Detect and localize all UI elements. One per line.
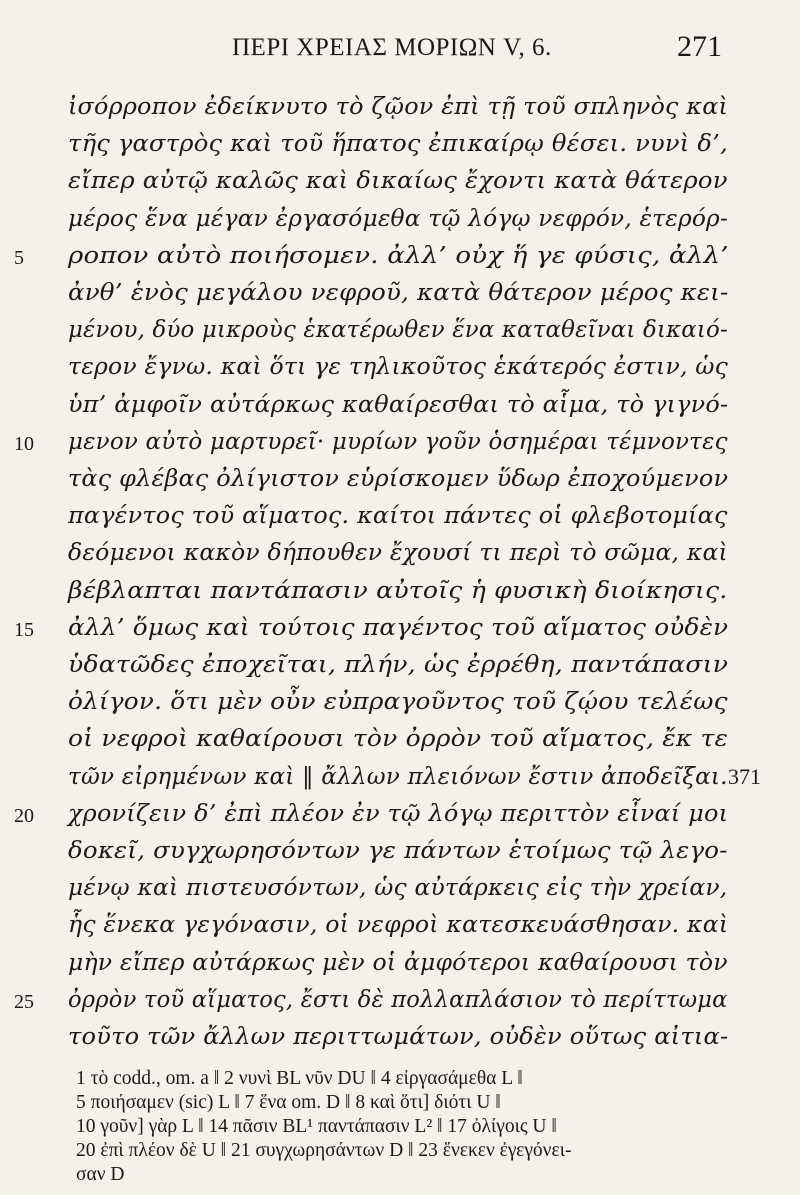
line-text: οἱ νεφροὶ καθαίρουσι τὸν ὀρρὸν τοῦ αἵματος, ἔκ τε <box>68 724 729 753</box>
text-line <box>0 348 800 388</box>
line-text: μέρος ἕνα μέγαν ἐργασόμεθα τῷ λόγῳ νεφρόν, ἑτερόρ- <box>68 203 729 232</box>
line-text: δοκεῖ, συγχωρησόντων γε πάντων ἑτοίμως τῷ λεγο- <box>68 836 728 864</box>
text-line <box>0 534 800 574</box>
footnote-line: σαν D <box>76 1164 125 1185</box>
line-text: ἀνθ’ ἑνὸς μεγάλου νεφροῦ, κατὰ θάτερον μέρος κει- <box>68 278 729 306</box>
line-text: ὀρρὸν τοῦ αἵματος, ἔστι δὲ πολλαπλάσιον τὸ περίττωμα <box>68 984 728 1013</box>
line-text: παγέντος τοῦ αἵματος. καίτοι πάντες οἱ φλεβοτομίας <box>68 501 728 530</box>
text-line <box>0 609 800 649</box>
page-number: 271 <box>677 30 722 63</box>
text-line <box>0 646 800 686</box>
line-number: 10 <box>14 432 34 455</box>
line-text: βέβλαπται παντάπασιν αὐτοῖς ἡ φυσικὴ διοίκησις. <box>68 575 728 604</box>
text-line <box>0 237 800 277</box>
footnote-line: 1 τὸ codd., om. a ‖ 2 νυνὶ BL νῦν DU ‖ 4 εἰργασάμεθα L ‖ <box>76 1068 523 1089</box>
line-number: 25 <box>14 990 34 1013</box>
line-text: ροπον αὐτὸ ποιήσομεν. ἀλλ’ οὐχ ἥ γε φύσις, ἀλλ’ <box>68 240 729 269</box>
line-text: τῶν εἰρημένων καὶ ‖ ἄλλων πλειόνων ἔστιν ἀποδεῖξαι. <box>68 761 728 790</box>
footnote-line: 20 ἐπὶ πλέον δὲ U ‖ 21 συγχωρησάντων D ‖ 23 ἕνεκεν ἐγεγόνει- <box>76 1140 572 1161</box>
text-line <box>0 200 800 240</box>
text-line <box>0 88 800 128</box>
line-text: ἰσόρροπον ἐδείκνυτο τὸ ζῷον ἐπὶ τῇ τοῦ σπληνὸς καὶ <box>68 92 729 120</box>
line-text: μένῳ καὶ πιστευσόντων, ὡς αὐτάρκεις εἰς τὴν χρείαν, <box>68 873 728 902</box>
text-line <box>0 869 800 909</box>
text-line <box>0 125 800 165</box>
line-number: 5 <box>14 246 24 269</box>
text-line <box>0 758 800 798</box>
line-text: μενον αὐτὸ μαρτυρεῖ· μυρίων γοῦν ὁσημέραι τέμνοντες <box>68 426 728 455</box>
line-text: εἴπερ αὐτῷ καλῶς καὶ δικαίως ἔχοντι κατὰ θάτερον <box>68 166 728 195</box>
text-line <box>0 1018 800 1058</box>
text-line <box>0 386 800 426</box>
text-line <box>0 460 800 500</box>
text-line <box>0 497 800 537</box>
line-text: τοῦτο τῶν ἄλλων περιττωμάτων, οὐδὲν οὕτως αἰτια- <box>68 1022 729 1050</box>
text-line <box>0 683 800 723</box>
text-line <box>0 795 800 835</box>
text-line <box>0 906 800 946</box>
line-text: δεόμενοι κακὸν δήπουθεν ἔχουσί τι περὶ τὸ σῶμα, καὶ <box>68 538 728 567</box>
line-text: μένου, δύο μικροὺς ἑκατέρωθεν ἕνα καταθεῖναι δικαιό- <box>68 315 728 344</box>
line-text: ἀλλ’ ὅμως καὶ τούτοις παγέντος τοῦ αἵματος οὐδὲν <box>68 612 729 641</box>
footnote-line: 10 γοῦν] γὰρ L ‖ 14 πᾶσιν BL¹ παντάπασιν L² ‖ 17 ὀλίγοις U ‖ <box>76 1116 557 1137</box>
line-number: 20 <box>14 804 34 827</box>
text-line <box>0 423 800 463</box>
line-text: χρονίζειν δ’ ἐπὶ πλέον ἐν τῷ λόγῳ περιττὸν εἶναί μοι <box>68 798 729 827</box>
line-text: ἧς ἕνεκα γεγόνασιν, οἱ νεφροὶ κατεσκευάσθησαν. καὶ <box>68 910 729 939</box>
running-title: ΠΕΡΙ ΧΡΕΙΑΣ ΜΟΡΙΩΝ V, 6. <box>232 34 552 61</box>
line-text: τῆς γαστρὸς καὶ τοῦ ἥπατος ἐπικαίρῳ θέσει. νυνὶ δ’, <box>68 129 728 158</box>
text-line <box>0 274 800 314</box>
text-line <box>0 572 800 612</box>
footnote-line: 5 ποιήσαμεν (sic) L ‖ 7 ἕνα om. D ‖ 8 καὶ ὅτι] διότι U ‖ <box>76 1092 501 1113</box>
text-line <box>0 944 800 984</box>
margin-page-reference: 371 <box>728 763 761 789</box>
line-number: 15 <box>14 618 34 641</box>
line-text: ὑδατῶδες ἐποχεῖται, πλήν, ὡς ἐρρέθη, παντάπασιν <box>68 650 729 678</box>
line-text: τὰς φλέβας ὀλίγιστον εὑρίσκομεν ὕδωρ ἐποχούμενον <box>68 464 729 492</box>
text-line <box>0 832 800 872</box>
page-header <box>0 30 800 70</box>
line-text: ὀλίγον. ὅτι μὲν οὖν εὐπραγοῦντος τοῦ ζῴου τελέως <box>68 687 728 716</box>
text-line <box>0 311 800 351</box>
text-line <box>0 720 800 760</box>
line-text: τερον ἔγνω. καὶ ὅτι γε τηλικοῦτος ἑκάτερός ἐστιν, ὡς <box>68 352 729 381</box>
line-text: μὴν εἴπερ αὐτάρκως μὲν οἱ ἀμφότεροι καθαίρουσι τὸν <box>68 947 728 976</box>
text-line <box>0 981 800 1021</box>
line-text: ὑπ’ ἀμφοῖν αὐτάρκως καθαίρεσθαι τὸ αἷμα, τὸ γιγνό- <box>68 389 729 418</box>
text-line <box>0 162 800 202</box>
